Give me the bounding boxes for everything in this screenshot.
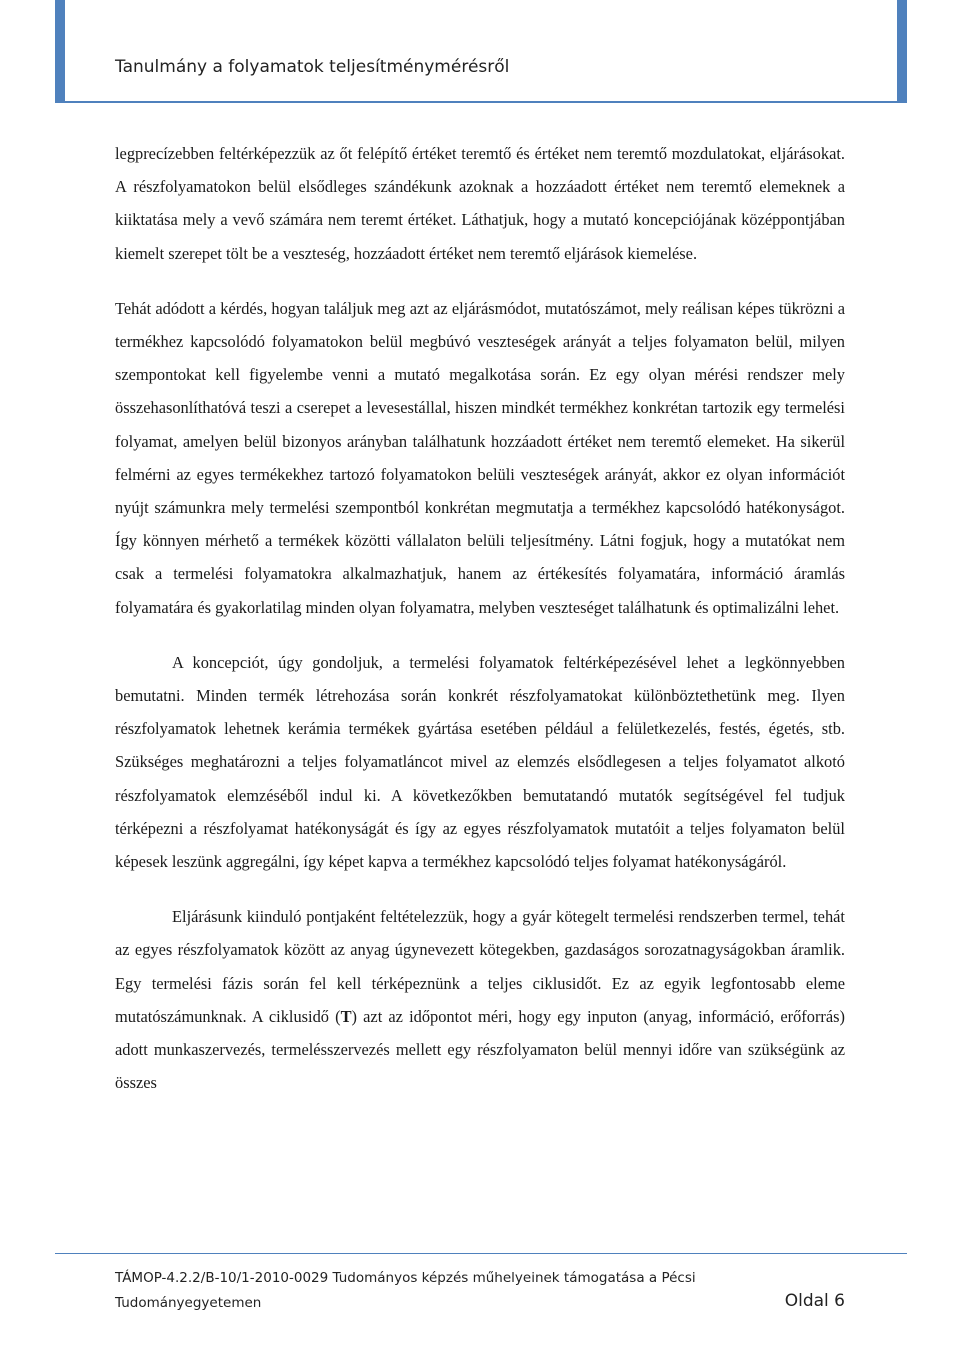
header-left-accent-bar <box>55 0 65 103</box>
footer-project-line-2: Tudományegyetemen <box>115 1295 262 1311</box>
page-number: Oldal 6 <box>784 1291 845 1311</box>
paragraph-4 <box>115 900 845 1099</box>
paragraph-4-text-start: Eljárásunk kiinduló pontjaként feltételezzük, hogy a gyár kötegelt termelési rendszerben termel, tehát az egyes részfolyamatok között az anyag úgynevezett kötegekben, gazdaságos sorozatnagyságokban áramlik. Egy termelési fázis során fel kell térképeznünk a teljes ciklusidőt. Ez az egyik legfontosabb eleme mutatószámunknak. A ciklusidő ( <box>115 907 845 1026</box>
footer-divider <box>55 1253 907 1254</box>
header-right-accent-bar <box>897 0 907 103</box>
paragraph-3: A koncepciót, úgy gondoljuk, a termelési folyamatok feltérképezésével lehet a legkönnyebben bemutatni. Minden termék létrehozása során konkrét részfolyamatokat különböztethetünk meg. Ilyen részfolyamatok lehetnek kerámia termékek gyártása esetében például a felületkezelés, festés, égetés, stb. Szükséges meghatározni a teljes folyamatláncot mivel az elemzés elsődlegesen a teljes folyamatot alkotó részfolyamatok elemzéséből indul ki. A következőkben bemutatandó mutatók segítségével fel tudjuk térképezni a részfolyamat hatékonyságát és így az egyes részfolyamatok mutatóit a teljes folyamaton belül képesek leszünk aggregálni, így képet kapva a termékhez kapcsolódó teljes folyamat hatékonyságáról. <box>115 652 845 872</box>
paragraph-1: legprecízebben feltérképezzük az őt felépítő értéket teremtő és értéket nem teremtő mozdulatokat, eljárásokat. A részfolyamatokon belül elsődleges szándékunk azoknak a hozzáadott értéket nem teremtő elemeknek a kiiktatása mely a vevő számára nem teremt értéket. Láthatjuk, hogy a mutató koncepciójának középpontjában kiemelt szerepet tölt be a veszteség, hozzáadott értéket nem teremtő eljárások kiemelése. <box>115 144 845 263</box>
paragraph-2: Tehát adódott a kérdés, hogyan találjuk meg azt az eljárásmódot, mutatószámot, mely reálisan képes tükrözni a termékhez kapcsolódó folyamatokon belül megbúvó veszteségek arányát a teljes folyamaton belül, milyen szempontokat kell figyelembe venni a mutató megalkotása során. Ez egy olyan mérési rendszer mely összehasonlíthatóvá teszi a cserepet a levesestállal, hiszen mindkét termékhez konkrétan tartozik egy termelési folyamat, amelyen belül bizonyos arányban találhatunk hozzáadott értéket nem teremtő elemeket. Ha sikerül felmérni az egyes termékekhez tartozó folyamatokon belüli veszteségek arányát, akkor ez olyan információt nyújt számunkra mely termelési szempontból konkrétan megmutatja a termékhez kapcsolódó hatékonyságot. Így könnyen mérhető a termékek közötti vállalaton belüli teljesítmény. Látni fogjuk, hogy a mutatókat nem csak a termelési folyamatokra alkalmazhatjuk, hanem az értékesítés folyamatára, információ áramlás folyamatára és gyakorlatilag minden olyan folyamatra, melyben veszteséget találhatunk és optimalizálni lehet. <box>115 298 845 617</box>
paragraph-4-text-end: ) azt az időpontot méri, hogy egy inputon (anyag, információ, erőforrás) adott munkaszervezés, termelésszervezés mellett egy részfolyamaton belül mennyi időre van szükségünk az összes <box>115 1006 845 1093</box>
cycle-time-symbol: T <box>340 1006 352 1026</box>
document-body <box>115 137 845 1099</box>
header-divider <box>55 101 907 103</box>
footer-project-line-1: TÁMOP-4.2.2/B-10/1-2010-0029 Tudományos képzés műhelyeinek támogatása a Pécsi <box>115 1270 696 1286</box>
running-header-title: Tanulmány a folyamatok teljesítménymérésről <box>115 57 510 77</box>
